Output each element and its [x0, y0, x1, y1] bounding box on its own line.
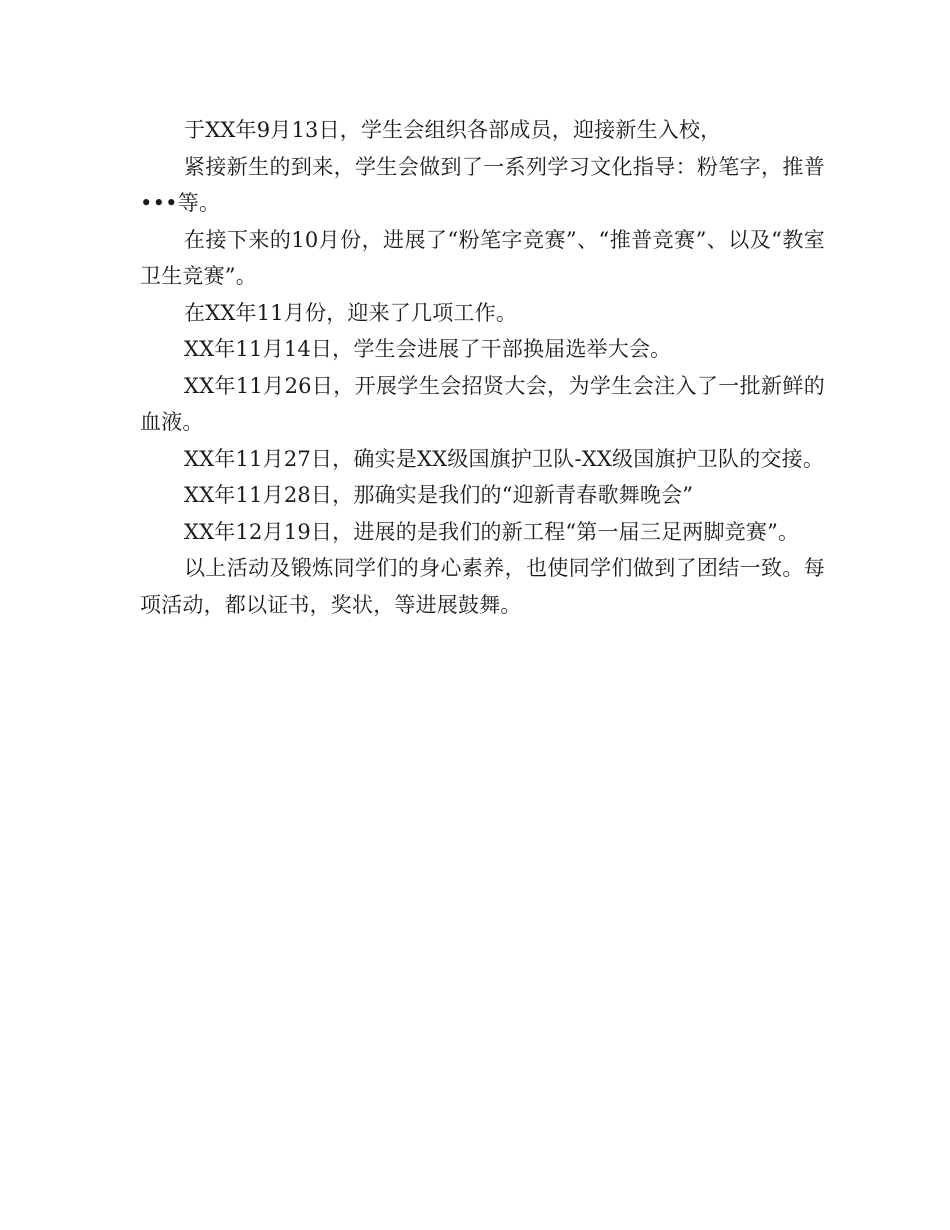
paragraph-7: XX年11月27日，确实是XX级国旗护卫队-XX级国旗护卫队的交接。 [184, 446, 825, 471]
paragraph-4: 在XX年11月份，迎来了几项工作。 [184, 300, 518, 325]
paragraph-8: XX年11月28日，那确实是我们的“迎新青春歌舞晚会” [184, 483, 694, 507]
paragraph-5: XX年11月14日，学生会进展了干部换届选举大会。 [184, 337, 672, 361]
paragraph-9: XX年12月19日，进展的是我们的新工程“第一届三足两脚竞赛”。 [184, 519, 800, 544]
paragraph-2: 紧接新生的到来，学生会做到了一系列学习文化指导：粉笔字，推普•••等。 [140, 154, 825, 215]
paragraph-1: 于XX年9月13日，学生会组织各部成员，迎接新生入校， [184, 118, 722, 142]
document-body [140, 112, 825, 623]
paragraph-3: 在接下来的10月份，进展了“粉笔字竞赛”、“推普竞赛”、以及“教室卫生竞赛”。 [140, 227, 825, 288]
paragraph-6: XX年11月26日，开展学生会招贤大会，为学生会注入了一批新鲜的血液。 [140, 373, 825, 434]
paragraph-10: 以上活动及锻炼同学们的身心素养，也使同学们做到了团结一致。每项活动，都以证书，奖状，等进展鼓舞。 [140, 556, 825, 617]
